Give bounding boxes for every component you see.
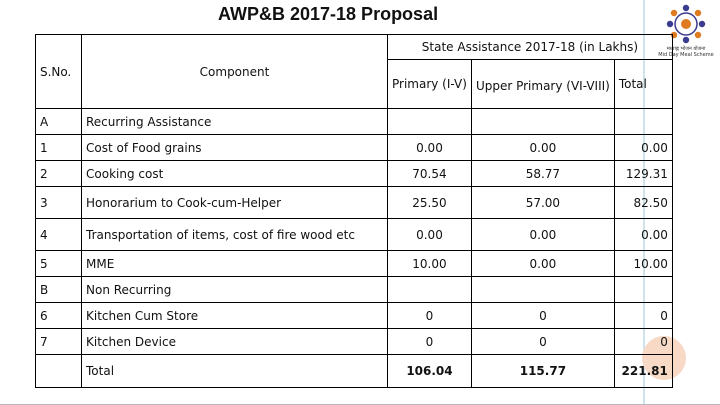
table-row: [36, 161, 673, 187]
row-component: Kitchen Device: [82, 329, 388, 355]
table-row: [36, 329, 673, 355]
total-upper-primary: 115.77: [471, 355, 614, 388]
header-sno: S.No.: [36, 35, 82, 109]
total-primary: 106.04: [388, 355, 472, 388]
row-upper-primary: 0.00: [471, 219, 614, 251]
row-sno: B: [36, 277, 82, 303]
total-overall: 221.81: [614, 355, 672, 388]
row-upper-primary: 58.77: [471, 161, 614, 187]
row-sno: 5: [36, 251, 82, 277]
row-primary: [388, 277, 472, 303]
table-row: [36, 251, 673, 277]
row-primary: 25.50: [388, 187, 472, 219]
table-row: [36, 187, 673, 219]
row-primary: 0.00: [388, 135, 472, 161]
logo-caption-hindi: मध्याह्न भोजन योजना: [666, 46, 706, 52]
row-sno: 4: [36, 219, 82, 251]
row-component: Recurring Assistance: [82, 109, 388, 135]
row-total: 0.00: [614, 219, 672, 251]
row-sno: 3: [36, 187, 82, 219]
row-component: Transportation of items, cost of fire wood etc: [82, 219, 388, 251]
row-component: Non Recurring: [82, 277, 388, 303]
row-sno: 1: [36, 135, 82, 161]
row-total: 82.50: [614, 187, 672, 219]
row-upper-primary: 0: [471, 329, 614, 355]
row-upper-primary: [471, 277, 614, 303]
row-component: Cost of Food grains: [82, 135, 388, 161]
row-total: 129.31: [614, 161, 672, 187]
row-total: 0: [614, 329, 672, 355]
row-upper-primary: 57.00: [471, 187, 614, 219]
header-primary: Primary (I-V): [388, 60, 472, 109]
table-row: [36, 303, 673, 329]
row-total: 0: [614, 303, 672, 329]
total-row-sno: [36, 355, 82, 388]
awp-proposal-table: [35, 34, 673, 388]
total-row: [36, 355, 673, 388]
row-component: Cooking cost: [82, 161, 388, 187]
row-total: [614, 277, 672, 303]
row-component: MME: [82, 251, 388, 277]
row-upper-primary: 0.00: [471, 135, 614, 161]
row-sno: 7: [36, 329, 82, 355]
row-primary: 0: [388, 303, 472, 329]
header-component: Component: [82, 35, 388, 109]
row-primary: 70.54: [388, 161, 472, 187]
page-title: AWP&B 2017-18 Proposal: [218, 4, 439, 24]
header-total: Total: [614, 60, 672, 109]
row-upper-primary: 0: [471, 303, 614, 329]
table-row: [36, 109, 673, 135]
row-upper-primary: [471, 109, 614, 135]
row-total: 0.00: [614, 135, 672, 161]
table-row: [36, 135, 673, 161]
row-primary: [388, 109, 472, 135]
row-sno: 6: [36, 303, 82, 329]
row-primary: 0.00: [388, 219, 472, 251]
row-total: [614, 109, 672, 135]
table-row: [36, 219, 673, 251]
table-row: [36, 277, 673, 303]
total-row-label: Total: [82, 355, 388, 388]
row-component: Honorarium to Cook-cum-Helper: [82, 187, 388, 219]
row-total: 10.00: [614, 251, 672, 277]
row-sno: A: [36, 109, 82, 135]
row-primary: 0: [388, 329, 472, 355]
header-state-assistance: State Assistance 2017-18 (in Lakhs): [388, 35, 673, 60]
row-upper-primary: 0.00: [471, 251, 614, 277]
row-component: Kitchen Cum Store: [82, 303, 388, 329]
row-sno: 2: [36, 161, 82, 187]
header-upper-primary: Upper Primary (VI-VIII): [471, 60, 614, 109]
row-primary: 10.00: [388, 251, 472, 277]
logo-caption-english: Mid Day Meal Scheme: [658, 52, 714, 58]
